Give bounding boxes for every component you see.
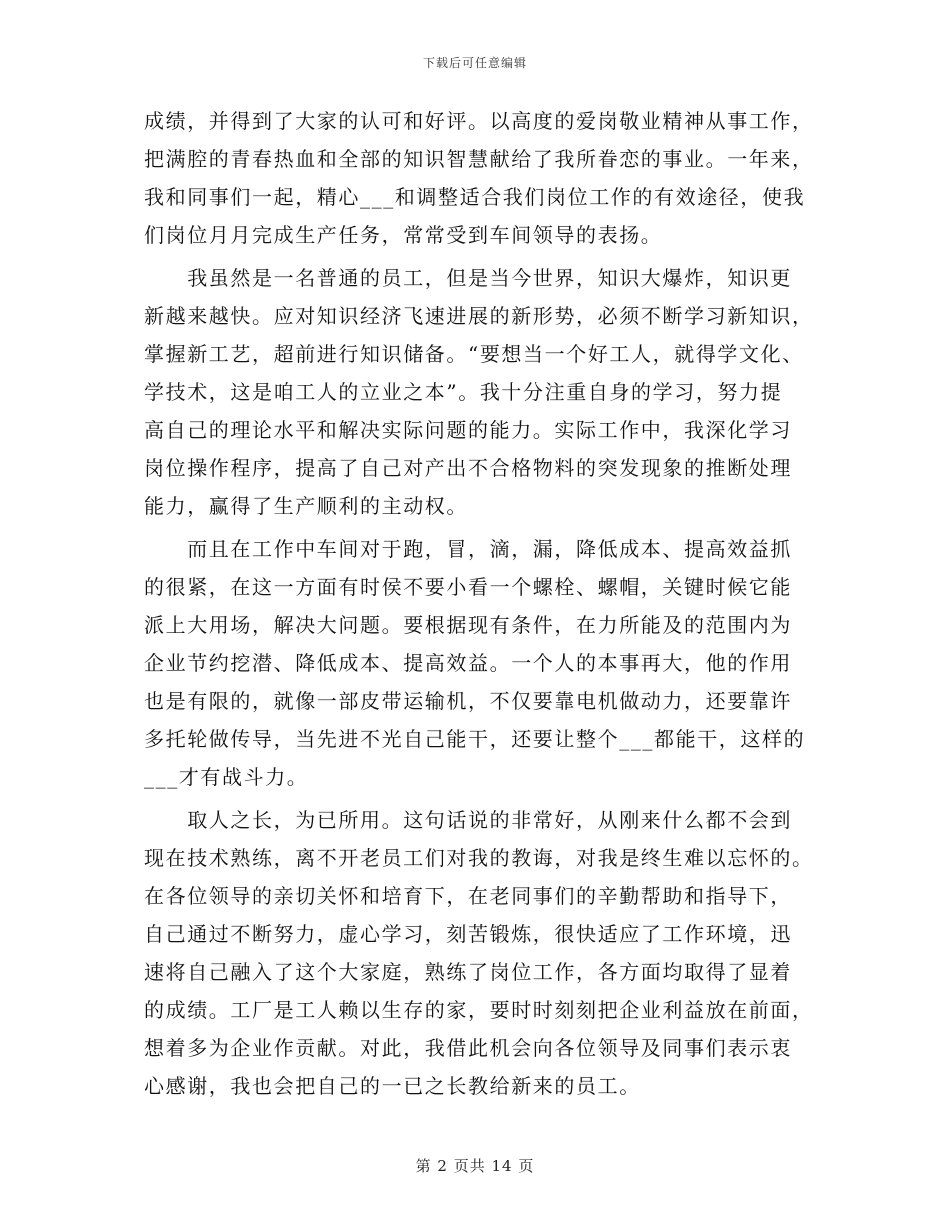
paragraph-line: 我和同事们一起，精心___和调整适合我们岗位工作的有效途径，使我 [144,185,806,209]
paragraph-2 [144,259,814,525]
paragraph-line: 高自己的理论水平和解决实际问题的能力。实际工作中，我深化学习 [144,418,792,442]
page-header: 下载后可任意编辑 [422,56,527,70]
paragraph-line: 派上大用场，解决大问题。要根据现有条件，在力所能及的范围内为 [144,613,792,637]
paragraph-line: 多托轮做传导，当先进不光自己能干，还要让整个___都能干，这样的 [144,727,806,751]
paragraph-line: 企业节约挖潜、降低成本、提高效益。一个人的本事再大，他的作用 [144,651,792,675]
paragraph-line: 岗位操作程序，提高了自己对产出不合格物料的突发现象的推断处理 [144,456,792,480]
paragraph-line: 把满腔的青春热血和全部的知识智慧献给了我所眷恋的事业。一年来， [144,147,814,171]
paragraph-line: 现在技术熟练，离不开老员工们对我的教诲，对我是终生难以忘怀的。 [144,846,814,870]
paragraph-line: 的很紧，在这一方面有时侯不要小看一个螺栓、螺帽，关键时候它能 [144,575,792,599]
page-number-footer: 第 2 页共 14 页 [415,1157,535,1175]
paragraph-line: 也是有限的，就像一部皮带运输机，不仅要靠电机做动力，还要靠许 [144,689,792,713]
paragraph-3 [144,530,814,796]
paragraph-line: 想着多为企业作贡献。对此，我借此机会向各位领导及同事们表示衷 [144,1036,792,1060]
paragraph-line: 新越来越快。应对知识经济飞速进展的新形势，必须不断学习新知识， [144,304,814,328]
paragraph-line: 学技术，这是咱工人的立业之本”。我十分注重自身的学习，努力提 [144,380,783,404]
paragraph-line: 心感谢，我也会把自己的一已之长教给新来的员工。 [144,1074,641,1098]
paragraph-line: 的成绩。工厂是工人赖以生存的家，要时时刻刻把企业利益放在前面， [144,998,814,1022]
paragraph-line: 成绩，并得到了大家的认可和好评。以高度的爱岗敬业精神从事工作， [144,109,814,133]
paragraph-line: 而且在工作中车间对于跑，冒，滴，漏，降低成本、提高效益抓 [144,537,792,561]
paragraph-line: ___才有战斗力。 [144,765,309,789]
paragraph-line: 能力，赢得了生产顺利的主动权。 [144,494,468,518]
paragraph-line: 取人之长，为已所用。这句话说的非常好，从刚来什么都不会到 [144,808,792,832]
document-body [144,102,814,1105]
paragraph-line: 自己通过不断努力，虚心学习，刻苦锻炼，很快适应了工作环境，迅 [144,922,792,946]
paragraph-line: 掌握新工艺，超前进行知识储备。“要想当一个好工人，就得学文化、 [144,342,804,366]
paragraph-line: 我虽然是一名普通的员工，但是当今世界，知识大爆炸，知识更 [144,266,792,290]
paragraph-line: 们岗位月月完成生产任务，常常受到车间领导的表扬。 [144,223,663,247]
paragraph-line: 速将自己融入了这个大家庭，熟练了岗位工作，各方面均取得了显着 [144,960,792,984]
paragraph-1 [144,102,814,254]
paragraph-4 [144,801,814,1105]
paragraph-line: 在各位领导的亲切关怀和培育下，在老同事们的辛勤帮助和指导下， [144,884,792,908]
